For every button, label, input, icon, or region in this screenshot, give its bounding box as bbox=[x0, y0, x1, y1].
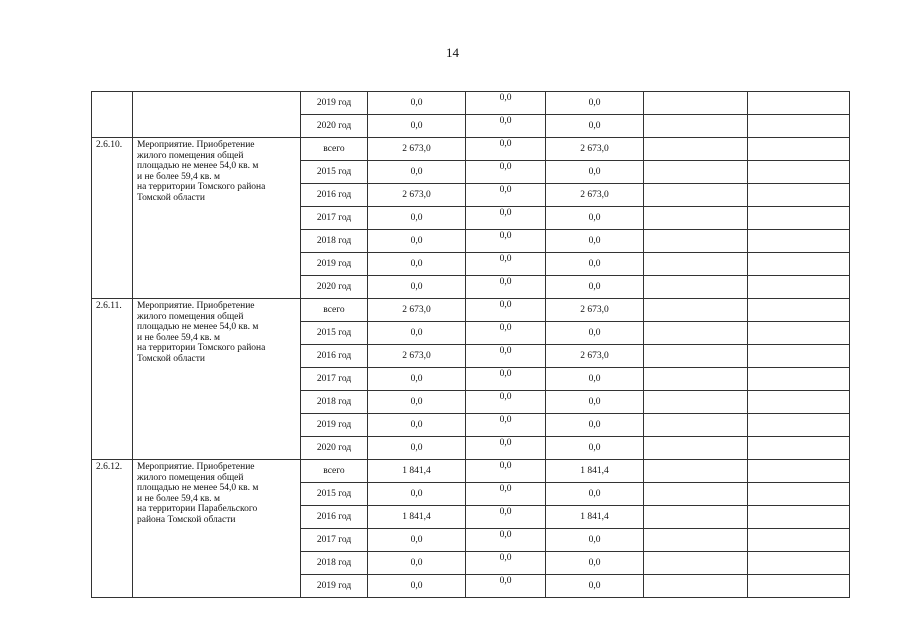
empty-cell bbox=[644, 460, 748, 483]
description-line: и не более 59,4 кв. м bbox=[137, 493, 221, 504]
year-cell: 2019 год bbox=[301, 414, 368, 437]
empty-cell bbox=[644, 207, 748, 230]
total-cell: 2 673,0 bbox=[368, 184, 466, 207]
empty-cell bbox=[748, 529, 850, 552]
year-cell: 2016 год bbox=[301, 184, 368, 207]
measure-number: 2.6.10. bbox=[92, 138, 133, 299]
regional-cell: 0,0 bbox=[546, 483, 644, 506]
table-row bbox=[92, 92, 850, 115]
total-cell: 0,0 bbox=[368, 115, 466, 138]
table-row bbox=[92, 460, 850, 483]
empty-cell bbox=[748, 299, 850, 322]
empty-cell bbox=[748, 483, 850, 506]
empty-cell bbox=[644, 414, 748, 437]
regional-cell: 1 841,4 bbox=[546, 460, 644, 483]
empty-cell bbox=[748, 460, 850, 483]
year-cell: 2018 год bbox=[301, 552, 368, 575]
year-cell: 2020 год bbox=[301, 115, 368, 138]
empty-cell bbox=[644, 230, 748, 253]
regional-cell: 0,0 bbox=[546, 276, 644, 299]
table-row bbox=[92, 138, 850, 161]
empty-cell bbox=[748, 230, 850, 253]
federal-cell: 0,0 bbox=[466, 575, 546, 598]
regional-cell: 0,0 bbox=[546, 115, 644, 138]
year-cell: 2020 год bbox=[301, 276, 368, 299]
empty-cell bbox=[748, 207, 850, 230]
regional-cell: 0,0 bbox=[546, 207, 644, 230]
year-cell: всего bbox=[301, 138, 368, 161]
total-cell: 0,0 bbox=[368, 368, 466, 391]
empty-cell bbox=[644, 322, 748, 345]
empty-cell bbox=[644, 138, 748, 161]
measure-description bbox=[133, 460, 301, 598]
empty-cell bbox=[644, 276, 748, 299]
federal-cell: 0,0 bbox=[466, 207, 546, 230]
regional-cell: 0,0 bbox=[546, 414, 644, 437]
empty-cell bbox=[748, 138, 850, 161]
total-cell: 0,0 bbox=[368, 391, 466, 414]
total-cell: 2 673,0 bbox=[368, 299, 466, 322]
description-line: на территории Парабельского bbox=[137, 504, 258, 514]
total-cell: 0,0 bbox=[368, 253, 466, 276]
total-cell: 0,0 bbox=[368, 276, 466, 299]
empty-cell bbox=[748, 276, 850, 299]
empty-cell bbox=[644, 368, 748, 391]
empty-cell bbox=[748, 322, 850, 345]
empty-cell bbox=[748, 414, 850, 437]
year-cell: всего bbox=[301, 460, 368, 483]
federal-cell: 0,0 bbox=[466, 161, 546, 184]
description-line: жилого помещения общей bbox=[137, 311, 244, 322]
total-cell: 0,0 bbox=[368, 92, 466, 115]
total-cell: 0,0 bbox=[368, 529, 466, 552]
total-cell: 0,0 bbox=[368, 207, 466, 230]
year-cell: 2015 год bbox=[301, 483, 368, 506]
empty-cell bbox=[748, 552, 850, 575]
total-cell: 0,0 bbox=[368, 575, 466, 598]
empty-cell bbox=[748, 575, 850, 598]
federal-cell: 0,0 bbox=[466, 437, 546, 460]
total-cell: 0,0 bbox=[368, 552, 466, 575]
year-cell: 2018 год bbox=[301, 230, 368, 253]
year-cell: 2019 год bbox=[301, 575, 368, 598]
federal-cell: 0,0 bbox=[466, 368, 546, 391]
description-line: Мероприятие. Приобретение bbox=[137, 462, 255, 472]
empty-cell bbox=[644, 115, 748, 138]
regional-cell: 0,0 bbox=[546, 575, 644, 598]
federal-cell: 0,0 bbox=[466, 506, 546, 529]
empty-cell bbox=[644, 253, 748, 276]
description-line: Мероприятие. Приобретение bbox=[137, 140, 255, 150]
empty-cell bbox=[748, 391, 850, 414]
description-line: Мероприятие. Приобретение bbox=[137, 301, 255, 311]
empty-cell bbox=[644, 391, 748, 414]
federal-cell: 0,0 bbox=[466, 230, 546, 253]
federal-cell: 0,0 bbox=[466, 483, 546, 506]
empty-cell bbox=[644, 345, 748, 368]
description-cell bbox=[133, 92, 301, 138]
budget-table bbox=[91, 91, 850, 598]
year-cell: 2020 год bbox=[301, 437, 368, 460]
regional-cell: 0,0 bbox=[546, 253, 644, 276]
federal-cell: 0,0 bbox=[466, 552, 546, 575]
regional-cell: 0,0 bbox=[546, 322, 644, 345]
empty-cell bbox=[644, 506, 748, 529]
measure-number: 2.6.12. bbox=[92, 460, 133, 598]
regional-cell: 2 673,0 bbox=[546, 184, 644, 207]
total-cell: 0,0 bbox=[368, 414, 466, 437]
total-cell: 2 673,0 bbox=[368, 138, 466, 161]
year-cell: 2017 год bbox=[301, 207, 368, 230]
year-cell: 2017 год bbox=[301, 368, 368, 391]
regional-cell: 2 673,0 bbox=[546, 299, 644, 322]
description-line: Томской области bbox=[137, 192, 205, 203]
description-line: жилого помещения общей bbox=[137, 150, 244, 161]
total-cell: 0,0 bbox=[368, 483, 466, 506]
federal-cell: 0,0 bbox=[466, 115, 546, 138]
empty-cell bbox=[644, 575, 748, 598]
measure-description bbox=[133, 299, 301, 460]
year-cell: 2019 год bbox=[301, 92, 368, 115]
regional-cell: 0,0 bbox=[546, 368, 644, 391]
year-cell: 2016 год bbox=[301, 506, 368, 529]
description-line: и не более 59,4 кв. м bbox=[137, 332, 221, 343]
federal-cell: 0,0 bbox=[466, 253, 546, 276]
description-line: жилого помещения общей bbox=[137, 472, 244, 483]
number-cell bbox=[92, 92, 133, 138]
year-cell: 2018 год bbox=[301, 391, 368, 414]
federal-cell: 0,0 bbox=[466, 322, 546, 345]
empty-cell bbox=[644, 184, 748, 207]
empty-cell bbox=[644, 299, 748, 322]
measure-number: 2.6.11. bbox=[92, 299, 133, 460]
regional-cell: 2 673,0 bbox=[546, 138, 644, 161]
federal-cell: 0,0 bbox=[466, 460, 546, 483]
description-line: площадью не менее 54,0 кв. м bbox=[137, 483, 259, 493]
total-cell: 0,0 bbox=[368, 322, 466, 345]
regional-cell: 0,0 bbox=[546, 230, 644, 253]
federal-cell: 0,0 bbox=[466, 184, 546, 207]
empty-cell bbox=[644, 483, 748, 506]
description-line: на территории Томского района bbox=[137, 343, 266, 353]
empty-cell bbox=[748, 437, 850, 460]
total-cell: 0,0 bbox=[368, 161, 466, 184]
total-cell: 0,0 bbox=[368, 230, 466, 253]
empty-cell bbox=[748, 92, 850, 115]
description-line: и не более 59,4 кв. м bbox=[137, 171, 221, 182]
regional-cell: 1 841,4 bbox=[546, 506, 644, 529]
total-cell: 0,0 bbox=[368, 437, 466, 460]
year-cell: 2016 год bbox=[301, 345, 368, 368]
description-line: района Томской области bbox=[137, 514, 236, 525]
description-line: площадью не менее 54,0 кв. м bbox=[137, 161, 259, 171]
regional-cell: 0,0 bbox=[546, 391, 644, 414]
federal-cell: 0,0 bbox=[466, 345, 546, 368]
empty-cell bbox=[644, 529, 748, 552]
description-line: на территории Томского района bbox=[137, 182, 266, 192]
regional-cell: 2 673,0 bbox=[546, 345, 644, 368]
regional-cell: 0,0 bbox=[546, 529, 644, 552]
empty-cell bbox=[748, 184, 850, 207]
empty-cell bbox=[748, 115, 850, 138]
year-cell: 2015 год bbox=[301, 322, 368, 345]
regional-cell: 0,0 bbox=[546, 92, 644, 115]
empty-cell bbox=[748, 253, 850, 276]
year-cell: 2015 год bbox=[301, 161, 368, 184]
empty-cell bbox=[748, 506, 850, 529]
table-row bbox=[92, 299, 850, 322]
page-number: 14 bbox=[446, 45, 459, 60]
empty-cell bbox=[644, 552, 748, 575]
federal-cell: 0,0 bbox=[466, 529, 546, 552]
description-line: площадью не менее 54,0 кв. м bbox=[137, 322, 259, 332]
description-line: Томской области bbox=[137, 353, 205, 364]
empty-cell bbox=[748, 368, 850, 391]
measure-description bbox=[133, 138, 301, 299]
total-cell: 1 841,4 bbox=[368, 460, 466, 483]
year-cell: 2017 год bbox=[301, 529, 368, 552]
empty-cell bbox=[644, 92, 748, 115]
year-cell: всего bbox=[301, 299, 368, 322]
federal-cell: 0,0 bbox=[466, 138, 546, 161]
empty-cell bbox=[748, 161, 850, 184]
federal-cell: 0,0 bbox=[466, 414, 546, 437]
empty-cell bbox=[748, 345, 850, 368]
federal-cell: 0,0 bbox=[466, 276, 546, 299]
empty-cell bbox=[644, 437, 748, 460]
total-cell: 2 673,0 bbox=[368, 345, 466, 368]
federal-cell: 0,0 bbox=[466, 391, 546, 414]
empty-cell bbox=[644, 161, 748, 184]
federal-cell: 0,0 bbox=[466, 299, 546, 322]
regional-cell: 0,0 bbox=[546, 437, 644, 460]
federal-cell: 0,0 bbox=[466, 92, 546, 115]
regional-cell: 0,0 bbox=[546, 552, 644, 575]
regional-cell: 0,0 bbox=[546, 161, 644, 184]
year-cell: 2019 год bbox=[301, 253, 368, 276]
total-cell: 1 841,4 bbox=[368, 506, 466, 529]
